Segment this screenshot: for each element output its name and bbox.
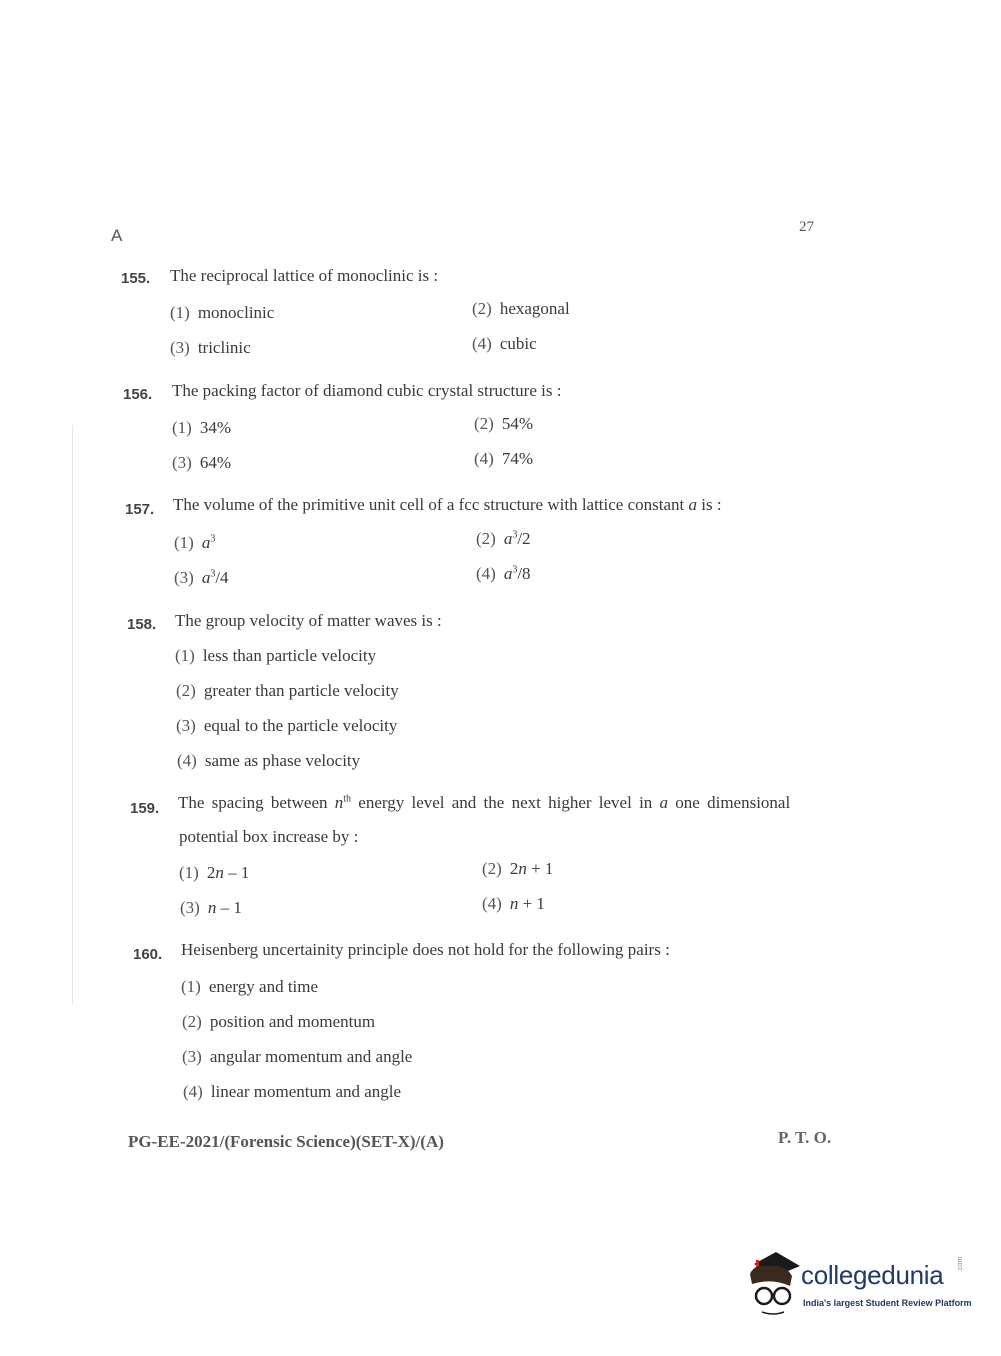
option-text: hexagonal — [499, 299, 570, 318]
option: (4) $a^3/8$ — [476, 564, 531, 583]
option — [182, 1012, 375, 1032]
paper-code: PG-EE-2021/(Forensic Science)(SET-X)/(A) — [128, 1132, 444, 1151]
option: (2) 2n + 1 — [482, 859, 554, 878]
option-text: 64% — [199, 453, 231, 472]
option-text: energy and time — [208, 977, 319, 996]
page-number: 27 — [799, 219, 814, 235]
option: (4) n + 1 — [482, 894, 545, 913]
option — [183, 1082, 401, 1102]
question-number: 159. — [130, 800, 160, 817]
option — [172, 418, 231, 438]
scan-edge-line — [72, 425, 73, 1005]
option-text: monoclinic — [197, 303, 275, 322]
option-number: (2) — [476, 529, 496, 548]
option-number: (1) — [172, 418, 192, 437]
option — [472, 334, 537, 354]
question-number: 156. — [123, 386, 153, 403]
question-text: The spacing between $n^{th}$ energy level and the next higher level in a one dimensional — [178, 793, 791, 812]
option: (1) $a^3$ — [174, 533, 216, 552]
option-text: 74% — [501, 449, 533, 468]
option-number: (2) — [482, 859, 502, 878]
option — [181, 977, 318, 997]
option-text: 54% — [501, 414, 533, 433]
pto-label: P. T. O. — [778, 1128, 832, 1147]
question-text: The reciprocal lattice of monoclinic is : — [170, 266, 439, 285]
option-text: position and momentum — [209, 1012, 376, 1031]
option-number: (3) — [182, 1047, 202, 1066]
question-text: The volume of the primitive unit cell of a fcc structure with lattice constant a is : — [173, 495, 722, 514]
watermark-tagline: India's largest Student Review Platform — [803, 1298, 972, 1308]
option-text: linear momentum and angle — [210, 1082, 402, 1101]
option — [474, 414, 533, 434]
option-text: greater than particle velocity — [203, 681, 399, 700]
option-number: (1) — [175, 646, 195, 665]
option — [172, 453, 231, 473]
option-number: (3) — [174, 568, 194, 587]
option-number: (4) — [474, 449, 494, 468]
option-text: equal to the particle velocity — [203, 716, 398, 735]
watermark-suffix: .com — [957, 1256, 964, 1272]
question-number: 155. — [121, 270, 151, 287]
question-number: 160. — [133, 946, 163, 963]
question-number: 158. — [127, 616, 157, 633]
question-text: The group velocity of matter waves is : — [175, 611, 442, 630]
option — [176, 716, 397, 736]
option — [177, 751, 360, 771]
set-letter: A — [111, 226, 123, 245]
option: (1) 2n – 1 — [179, 863, 250, 882]
option-number: (4) — [482, 894, 502, 913]
option-number: (3) — [172, 453, 192, 472]
option-number: (1) — [181, 977, 201, 996]
option: (3) n – 1 — [180, 898, 242, 917]
option: (3) $a^3/4$ — [174, 568, 229, 587]
option-number: (2) — [176, 681, 196, 700]
question-text: Heisenberg uncertainity principle does not hold for the following pairs : — [181, 940, 670, 959]
option-text: same as phase velocity — [204, 751, 361, 770]
question-text: The packing factor of diamond cubic crystal structure is : — [172, 381, 562, 400]
option-text: triclinic — [197, 338, 251, 357]
question-text-line2: potential box increase by : — [179, 827, 359, 846]
option-number: (1) — [179, 863, 199, 882]
option — [170, 338, 251, 358]
option-number: (4) — [177, 751, 197, 770]
option-text: less than particle velocity — [202, 646, 377, 665]
option-number: (3) — [180, 898, 200, 917]
option-number: (4) — [476, 564, 496, 583]
watermark-name: collegedunia — [801, 1260, 944, 1290]
question-number: 157. — [125, 501, 155, 518]
option-number: (2) — [474, 414, 494, 433]
option — [176, 681, 399, 701]
option: (2) $a^3/2$ — [476, 529, 531, 548]
option-number: (4) — [183, 1082, 203, 1101]
option — [182, 1047, 412, 1067]
option-number: (4) — [472, 334, 492, 353]
option-number: (1) — [170, 303, 190, 322]
option-number: (3) — [170, 338, 190, 357]
option-number: (3) — [176, 716, 196, 735]
option — [175, 646, 376, 666]
option — [170, 303, 274, 323]
option-text: cubic — [499, 334, 537, 353]
option-text: 34% — [199, 418, 231, 437]
option — [472, 299, 570, 319]
option-number: (2) — [472, 299, 492, 318]
option-text: angular momentum and angle — [209, 1047, 413, 1066]
option — [474, 449, 533, 469]
option-number: (2) — [182, 1012, 202, 1031]
option-number: (1) — [174, 533, 194, 552]
